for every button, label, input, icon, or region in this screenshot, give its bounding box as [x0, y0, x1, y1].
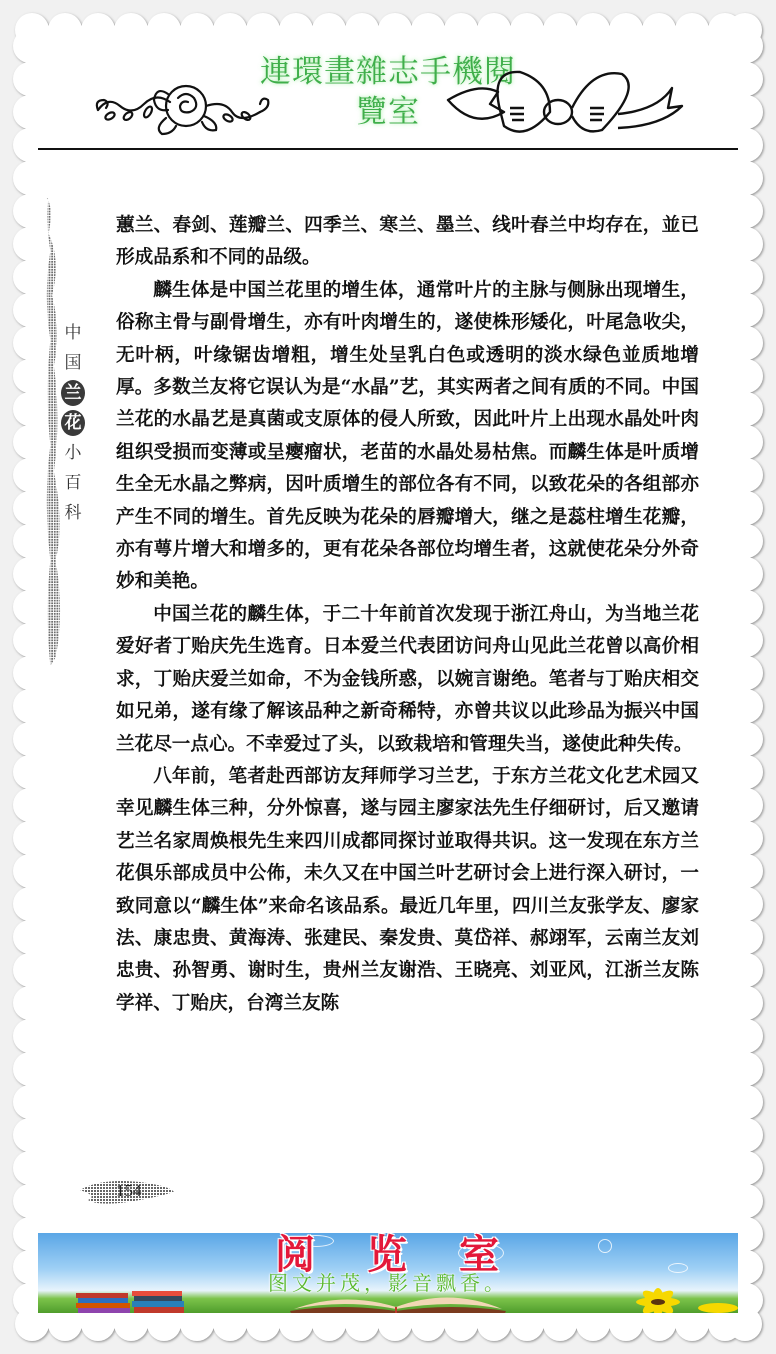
- reading-room-banner[interactable]: [38, 1233, 738, 1313]
- header-divider: [38, 148, 738, 150]
- sunflower-icon: [618, 1288, 738, 1313]
- open-book-icon: [288, 1287, 508, 1313]
- banner-subtitle: 图文并茂，影音飘香。: [268, 1271, 508, 1295]
- sidebar-char: 百: [64, 473, 82, 493]
- header: [38, 38, 738, 149]
- article-paragraph: 蕙兰、春剑、莲瓣兰、四季兰、寒兰、墨兰、线叶春兰中均存在，並已形成品系和不同的品级。: [116, 215, 699, 269]
- sidebar-char-highlighted: 花: [61, 410, 85, 436]
- book-stack-icon: [76, 1291, 196, 1313]
- page-number: 154: [116, 1181, 142, 1200]
- page-content: [38, 38, 738, 1318]
- bow-ribbon-icon: [438, 64, 738, 144]
- banner-title: 阅览室: [275, 1233, 551, 1278]
- article-paragraph: 八年前，笔者赴西部访友拜师学习兰艺，于东方兰花文化艺术园又幸见麟生体三种，分外惊喜，遂与园主廖家法先生仔细研讨，后又邀请艺兰名家周焕根先生来四川成都同探讨並取得共识。这一发现在东方兰花俱乐部成员中公佈，未久又在中国兰叶艺研讨会上进行深入研讨，一致同意以“麟生体”来命名该品系。最近几年里，四川兰友张学友、廖家法、康忠贵、黄海涛、张建民、秦发贵、莫岱祥、郝翊军，云南兰友刘忠贵、孙智勇、谢时生，贵州兰友谢浩、王晓亮、刘亚风，江浙兰友陈学祥、丁贻庆，台湾兰友陈: [116, 765, 699, 1014]
- sidebar-vertical-label: [58, 318, 88, 528]
- page-number-badge: [76, 1178, 176, 1206]
- article-paragraph: 麟生体是中国兰花里的增生体，通常叶片的主脉与侧脉出现增生，俗称主骨与副骨增生，亦有叶肉增生的，遂使株形矮化，叶尾急收尖，无叶柄，叶缘锯齿增粗，增生处呈乳白色或透明的淡水绿色並质地增厚。多数兰友将它误认为是“水晶”艺，其实两者之间有质的不同。中国兰花的水晶艺是真菌或支原体的侵人所致，因此叶片上出现水晶处叶肉组织受损而变薄或呈瘿瘤状，老苗的水晶处易枯焦。而麟生体是叶质增生全无水晶之弊病，因叶质增生的部位各有不同，以致花朵的各组部亦产生不同的增生。首先反映为花朵的唇瓣增大，继之是蕊柱增生花瓣，亦有萼片增大和增多的，更有花朵各部位均增生者，这就使花朵分外奇妙和美艳。: [116, 279, 699, 593]
- sidebar-char: 小: [64, 443, 82, 463]
- article-body: [116, 210, 699, 1020]
- sidebar-char: 国: [64, 353, 82, 373]
- sidebar-char: 科: [64, 503, 82, 523]
- sidebar-char: 中: [64, 323, 82, 343]
- sidebar-char-highlighted: 兰: [61, 380, 85, 406]
- article-paragraph: 中国兰花的麟生体，于二十年前首次发现于浙江舟山，为当地兰花爱好者丁贻庆先生选育。日本爱兰代表团访问舟山见此兰花曾以高价相求，丁贻庆爱兰如命，不为金钱所惑，以婉言谢绝。笔者与丁贻庆相交如兄弟，遂有缘了解该品种之新奇稀特，亦曾共议以此珍品为振兴中国兰花尽一点心。不幸爱过了头，以致栽培和管理失当，遂使此种失传。: [116, 603, 699, 755]
- header-title-line2: 覽室: [356, 94, 420, 130]
- header-title-line1: 連環畫雜志手機閱: [260, 54, 516, 90]
